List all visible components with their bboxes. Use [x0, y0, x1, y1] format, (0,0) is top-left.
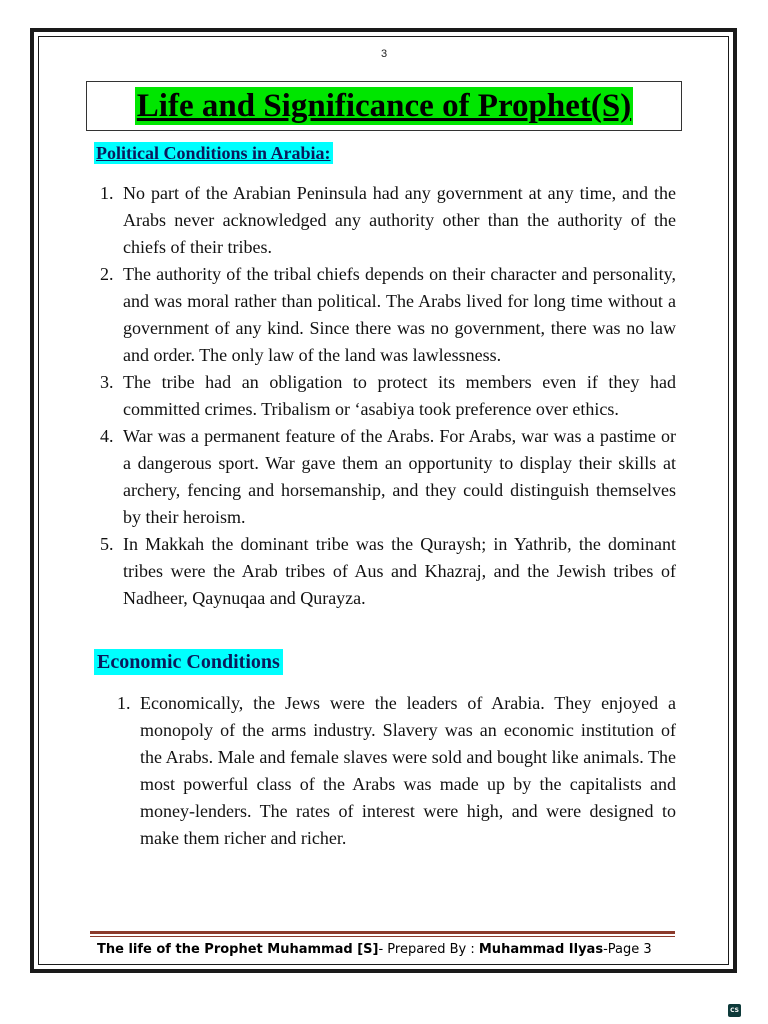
footer-book-title: The life of the Prophet Muhammad [S]: [97, 942, 379, 957]
list-item: [94, 369, 676, 423]
item-text: War was a permanent feature of the Arabs. For Arabs, war was a pastime or a dangerous sport. War gave them an opportunity to display their skills at archery, fencing and horsemanship, and they could distinguish themselves by their heroism.: [123, 426, 676, 527]
camscanner-logo-icon: CS: [728, 1004, 741, 1017]
item-text: In Makkah the dominant tribe was the Quraysh; in Yathrib, the dominant tribes were the Arab tribes of Aus and Khazraj, and the Jewish tribes of Nadheer, Qaynuqaa and Qurayza.: [123, 534, 676, 608]
item-text: The authority of the tribal chiefs depends on their character and personality, and was moral rather than political. The Arabs lived for long time without a government of any kind. Since there was no government, there was no law and order. The only law of the land was lawlessness.: [123, 264, 676, 365]
economic-list: [112, 690, 676, 852]
list-item: [94, 180, 676, 261]
item-text: The tribe had an obligation to protect its members even if they had committed crimes. Tribalism or ‘asabiya took preference over ethics.: [123, 372, 676, 419]
item-number: 1.: [117, 693, 131, 713]
political-list: [94, 180, 676, 612]
footer-author: Muhammad Ilyas: [478, 942, 604, 957]
title-box: [86, 81, 682, 131]
footer-rule: [90, 931, 675, 934]
footer-page: -Page 3: [603, 942, 652, 957]
page-title: Life and Significance of Prophet(S): [136, 88, 632, 124]
list-item: [112, 690, 676, 852]
item-number: 1.: [100, 183, 114, 203]
page-footer: [97, 941, 652, 959]
item-text: Economically, the Jews were the leaders of Arabia. They enjoyed a monopoly of the arms industry. Slavery was an economic institution of the Arabs. Male and female slaves were sold and bought like animals. The most powerful class of the Arabs was made up by the capitalists and money-lenders. The rates of interest were high, and were designed to make them richer and richer.: [140, 693, 676, 848]
political-heading: Political Conditions in Arabia:: [96, 143, 331, 163]
item-text: No part of the Arabian Peninsula had any government at any time, and the Arabs never acknowledged any authority other than the authority of the chiefs of their tribes.: [123, 183, 676, 257]
economic-heading: Economic Conditions: [94, 649, 283, 675]
item-number: 5.: [100, 534, 114, 554]
page-number: 3: [380, 48, 388, 60]
footer-rule-thin: [90, 936, 675, 937]
list-item: [94, 423, 676, 531]
list-item: [94, 261, 676, 369]
list-item: [94, 531, 676, 612]
footer-prepared-by: - Prepared By :: [378, 942, 479, 957]
item-number: 2.: [100, 264, 114, 284]
item-number: 4.: [100, 426, 114, 446]
item-number: 3.: [100, 372, 114, 392]
